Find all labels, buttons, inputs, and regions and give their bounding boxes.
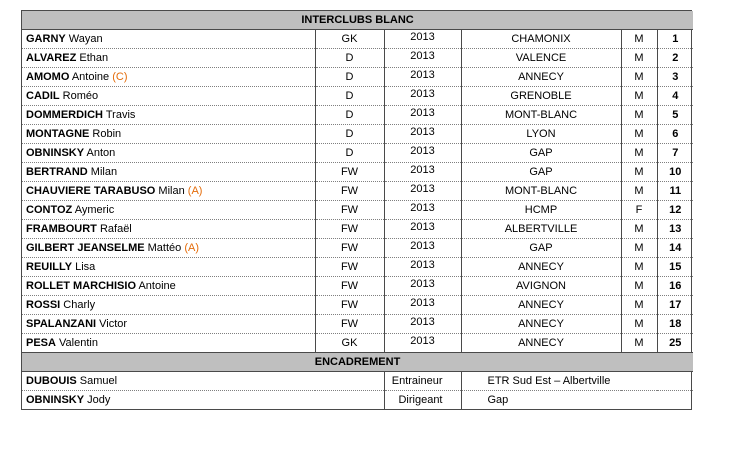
player-sex: M: [621, 144, 657, 163]
player-birth-year: 2013: [384, 313, 461, 332]
player-row: [22, 258, 693, 277]
player-club: ALBERTVILLE: [461, 220, 621, 239]
player-number: 2: [657, 49, 693, 68]
player-row: [22, 201, 693, 220]
player-row: [22, 182, 693, 201]
player-position: D: [315, 68, 384, 87]
staff-first-name: Jody: [87, 394, 111, 406]
player-first-name: Rafaël: [99, 223, 132, 235]
player-number: 15: [657, 258, 693, 277]
player-position: D: [315, 144, 384, 163]
player-first-name: Anton: [86, 147, 116, 159]
player-name-cell: [22, 277, 315, 296]
player-position: FW: [315, 277, 384, 296]
player-first-name: Victor: [99, 318, 128, 330]
player-position: D: [315, 49, 384, 68]
player-club: ANNECY: [461, 296, 621, 315]
player-club: AVIGNON: [461, 277, 621, 296]
player-birth-year: 2013: [384, 332, 461, 351]
player-birth-year: 2013: [384, 47, 461, 66]
player-number: 18: [657, 315, 693, 334]
player-sex: M: [621, 87, 657, 106]
staff-row: [22, 372, 693, 391]
player-row: [22, 144, 693, 163]
player-name-cell: [22, 239, 315, 258]
player-first-name: Milan: [158, 185, 185, 197]
player-sex: M: [621, 315, 657, 334]
player-last-name: DOMMERDICH: [26, 109, 103, 121]
player-birth-year: 2013: [384, 104, 461, 123]
player-birth-year: 2013: [384, 123, 461, 142]
player-club: GAP: [461, 239, 621, 258]
player-name-cell: [22, 49, 315, 68]
player-club: ANNECY: [461, 334, 621, 353]
player-club: ANNECY: [461, 68, 621, 87]
player-first-name: Lisa: [75, 261, 96, 273]
player-row: [22, 163, 693, 182]
team-title: INTERCLUBS BLANC: [22, 11, 693, 30]
player-name-cell: [22, 296, 315, 315]
player-position: D: [315, 87, 384, 106]
player-club: ANNECY: [461, 258, 621, 277]
player-sex: M: [621, 182, 657, 201]
player-row: [22, 87, 693, 106]
player-last-name: CHAUVIERE TARABUSO: [26, 185, 156, 197]
player-last-name: OBNINSKY: [26, 147, 85, 159]
player-row: [22, 68, 693, 87]
player-club: HCMP: [461, 201, 621, 220]
player-name-cell: [22, 315, 315, 334]
player-last-name: ROLLET MARCHISIO: [26, 280, 136, 292]
player-club: MONT-BLANC: [461, 106, 621, 125]
player-position: FW: [315, 182, 384, 201]
player-position: FW: [315, 220, 384, 239]
player-row: [22, 277, 693, 296]
player-number: 10: [657, 163, 693, 182]
player-first-name: Travis: [105, 109, 136, 121]
player-name-cell: [22, 163, 315, 182]
player-row: [22, 106, 693, 125]
player-name-cell: [22, 30, 315, 49]
player-club: GRENOBLE: [461, 87, 621, 106]
player-birth-year: 2013: [384, 28, 461, 47]
player-number: 1: [657, 30, 693, 49]
player-first-name: Aymeric: [74, 204, 115, 216]
player-position: GK: [315, 30, 384, 49]
player-number: 7: [657, 144, 693, 163]
player-club: GAP: [461, 144, 621, 163]
player-birth-year: 2013: [384, 199, 461, 218]
player-last-name: CADIL: [26, 90, 60, 102]
player-last-name: BERTRAND: [26, 166, 88, 178]
team-header-row: [22, 11, 693, 30]
player-name-cell: [22, 182, 315, 201]
player-name-cell: [22, 106, 315, 125]
player-club: GAP: [461, 163, 621, 182]
player-sex: M: [621, 239, 657, 258]
player-position: GK: [315, 334, 384, 353]
player-sex: M: [621, 163, 657, 182]
player-last-name: FRAMBOURT: [26, 223, 97, 235]
player-number: 11: [657, 182, 693, 201]
player-last-name: CONTOZ: [26, 204, 73, 216]
player-first-name: Robin: [92, 128, 122, 140]
roster-table: [22, 11, 693, 409]
player-club: VALENCE: [461, 49, 621, 68]
staff-organization: Gap: [487, 394, 509, 406]
player-role-tag: (A): [184, 242, 200, 254]
player-role-tag: (C): [112, 71, 128, 83]
player-name-cell: [22, 334, 315, 353]
player-row: [22, 49, 693, 68]
player-position: D: [315, 106, 384, 125]
player-number: 12: [657, 201, 693, 220]
player-name-cell: [22, 144, 315, 163]
player-row: [22, 125, 693, 144]
player-position: D: [315, 125, 384, 144]
player-row: [22, 30, 693, 49]
player-position: FW: [315, 315, 384, 334]
player-number: 6: [657, 125, 693, 144]
player-club: ANNECY: [461, 315, 621, 334]
player-number: 3: [657, 68, 693, 87]
player-name-cell: [22, 68, 315, 87]
player-last-name: MONTAGNE: [26, 128, 90, 140]
player-first-name: Valentin: [59, 337, 98, 349]
staff-role: Entraineur: [384, 372, 461, 391]
player-sex: M: [621, 49, 657, 68]
roster-sheet: [21, 10, 692, 410]
player-last-name: GILBERT JEANSELME: [26, 242, 145, 254]
player-name-cell: [22, 125, 315, 144]
player-name-cell: [22, 87, 315, 106]
player-row: [22, 334, 693, 353]
player-position: FW: [315, 201, 384, 220]
player-row: [22, 315, 693, 334]
staff-title: ENCADREMENT: [22, 353, 693, 372]
player-birth-year: 2013: [384, 66, 461, 85]
player-first-name: Antoine: [138, 280, 176, 292]
player-first-name: Ethan: [79, 52, 109, 64]
player-first-name: Roméo: [62, 90, 99, 102]
player-club: CHAMONIX: [461, 30, 621, 49]
player-club: LYON: [461, 125, 621, 144]
player-last-name: AMOMO: [26, 71, 70, 83]
player-role-tag: (A): [187, 185, 203, 197]
player-sex: M: [621, 106, 657, 125]
player-last-name: SPALANZANI: [26, 318, 97, 330]
staff-name-cell: [22, 372, 384, 391]
staff-row: [22, 391, 693, 410]
staff-last-name: DUBOUIS: [26, 375, 77, 387]
player-row: [22, 239, 693, 258]
player-club: MONT-BLANC: [461, 182, 621, 201]
player-number: 17: [657, 296, 693, 315]
player-sex: M: [621, 68, 657, 87]
player-sex: F: [621, 201, 657, 220]
player-row: [22, 220, 693, 239]
player-last-name: ALVAREZ: [26, 52, 77, 64]
player-sex: M: [621, 296, 657, 315]
player-sex: M: [621, 277, 657, 296]
staff-last-name: OBNINSKY: [26, 394, 85, 406]
player-birth-year: 2013: [384, 161, 461, 180]
player-birth-year: 2013: [384, 142, 461, 161]
player-first-name: Mattéo: [147, 242, 182, 254]
player-first-name: Wayan: [68, 33, 103, 45]
player-first-name: Antoine: [71, 71, 110, 83]
player-name-cell: [22, 201, 315, 220]
player-row: [22, 296, 693, 315]
player-number: 4: [657, 87, 693, 106]
player-birth-year: 2013: [384, 294, 461, 313]
player-birth-year: 2013: [384, 180, 461, 199]
player-first-name: Milan: [90, 166, 118, 178]
player-birth-year: 2013: [384, 85, 461, 104]
staff-role: Dirigeant: [384, 391, 461, 410]
player-sex: M: [621, 125, 657, 144]
player-last-name: ROSSI: [26, 299, 61, 311]
player-number: 14: [657, 239, 693, 258]
player-position: FW: [315, 163, 384, 182]
player-last-name: GARNY: [26, 33, 66, 45]
player-birth-year: 2013: [384, 256, 461, 275]
player-last-name: PESA: [26, 337, 56, 349]
player-name-cell: [22, 220, 315, 239]
player-number: 13: [657, 220, 693, 239]
player-first-name: Charly: [63, 299, 96, 311]
player-birth-year: 2013: [384, 218, 461, 237]
player-position: FW: [315, 258, 384, 277]
player-sex: M: [621, 258, 657, 277]
player-position: FW: [315, 239, 384, 258]
player-last-name: REUILLY: [26, 261, 73, 273]
staff-organization: ETR Sud Est – Albertville: [461, 372, 693, 391]
player-number: 25: [657, 334, 693, 353]
player-sex: M: [621, 30, 657, 49]
player-sex: M: [621, 334, 657, 353]
staff-first-name: Samuel: [79, 375, 118, 387]
player-birth-year: 2013: [384, 237, 461, 256]
player-birth-year: 2013: [384, 275, 461, 294]
staff-name-cell: [22, 391, 384, 410]
player-number: 5: [657, 106, 693, 125]
player-name-cell: [22, 258, 315, 277]
player-number: 16: [657, 277, 693, 296]
player-position: FW: [315, 296, 384, 315]
staff-header-row: [22, 353, 693, 372]
player-sex: M: [621, 220, 657, 239]
